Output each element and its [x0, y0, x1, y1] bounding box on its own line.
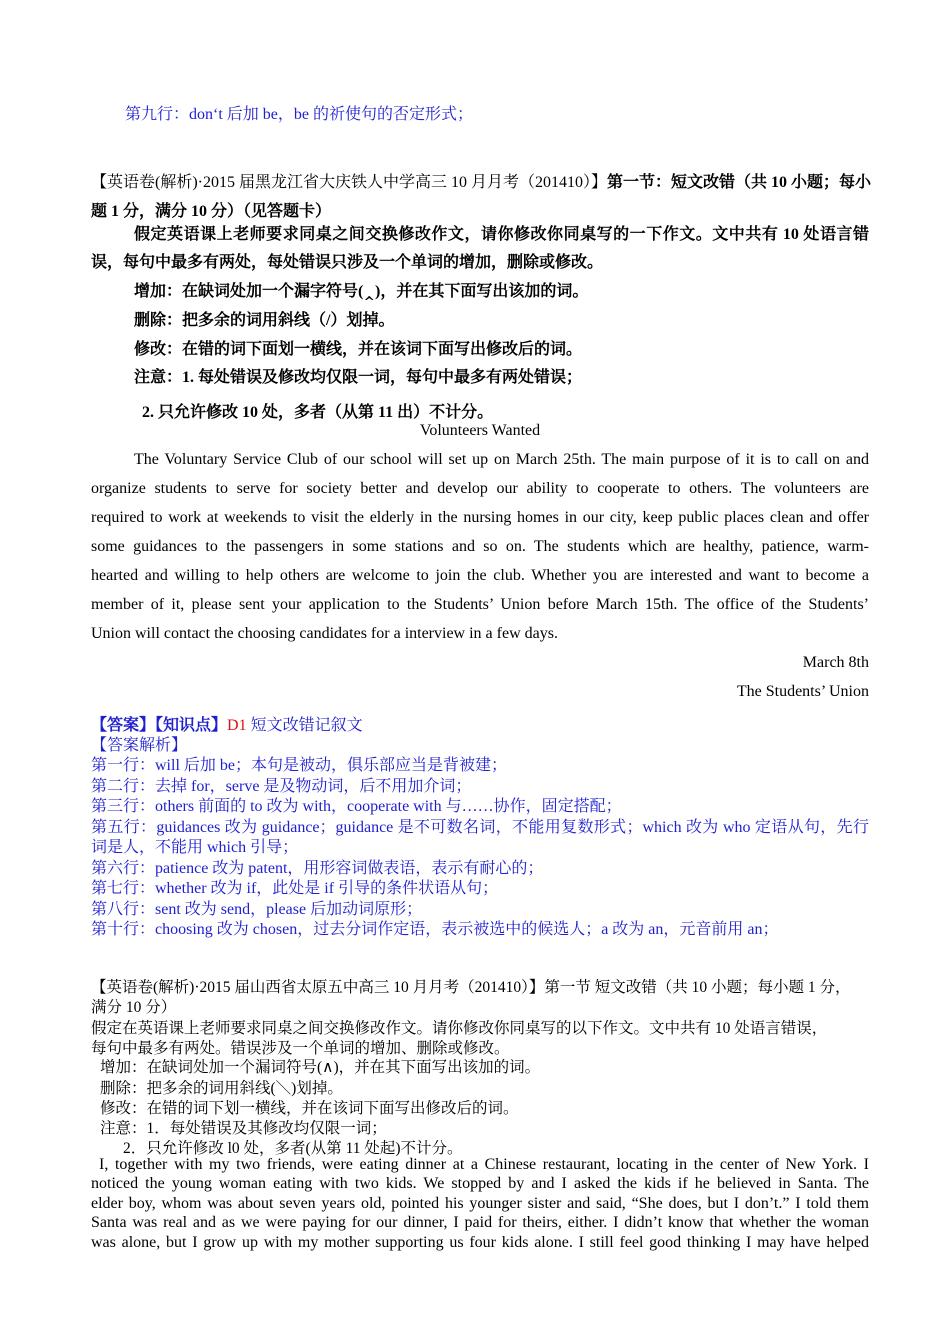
essay-signature: The Students’ Union	[736, 683, 869, 700]
q1-rule-add: 增加：在缺词处加一个漏字符号(‸)，并在其下面写出该加的词。	[134, 283, 589, 300]
essay-line: member of it, please sent your application to the Students’ Union before March 15th. The office of the Students’	[91, 596, 869, 613]
analysis-line: 词是人，不能用 which 引导；	[91, 839, 299, 856]
essay-line: some guidances to the passengers in some stations and so on. The students which are healthy, patience, warm-	[91, 538, 869, 555]
q2-essay-line: Santa was real and as we were paying for our dinner, I paid for theirs, either. I didn’t know that whether the woman	[91, 1214, 869, 1231]
q1-section: 第一节：短文改错（共 10 小题；每小	[607, 174, 872, 191]
q2-instruction: 假定在英语课上老师要求同桌之间交换修改作文。请你修改你同桌写的以下作文。文中共有 10 处语言错误，	[91, 1020, 828, 1037]
q1-instruction-cont: 误，每句中最多有两处，每处错误只涉及一个单词的增加，删除或修改。	[91, 254, 604, 271]
q1-header-cont: 题 1 分，满分 10 分）（见答题卡）	[91, 203, 332, 220]
q1-instruction: 假定英语课上老师要求同桌之间交换修改作文，请你修改你同桌写的一下作文。文中共有 10 处语言错	[134, 226, 869, 243]
analysis-label: 【答案解析】	[91, 737, 188, 754]
analysis-line: 第六行：patience 改为 patent，用形容词做表语，表示有耐心的；	[91, 860, 544, 877]
analysis-line: 第十行：choosing 改为 chosen，过去分词作定语，表示被选中的候选人；a 改为 an，元音前用 an；	[91, 921, 779, 938]
q2-essay-line: elder boy, whom was about seven years old, pointed his younger sister and said, “She does, but I don’t.” I told them	[91, 1195, 869, 1212]
q2-instruction-cont: 每句中最多有两处。错误涉及一个单词的增加、删除或修改。	[91, 1040, 510, 1057]
essay-line: The Voluntary Service Club of our school will set up on March 25th. The main purpose of it is to call on and	[134, 451, 869, 468]
q2-rule-modify: 修改：在错的词下划一横线，并在该词下面写出修改后的词。	[100, 1100, 519, 1117]
q2-note-2: 2．只允许修改 l0 处，多者(从第 11 处起)不计分。	[123, 1140, 463, 1157]
q2-note-1: 注意：1．每处错误及其修改均仅限一词；	[100, 1120, 387, 1137]
q1-source: 【英语卷(解析)·2015 届黑龙江省大庆铁人中学高三 10 月月考（201410）】	[91, 174, 607, 191]
analysis-line: 第一行：will 后加 be；本句是被动，俱乐部应当是背被建；	[91, 757, 507, 774]
knowledge-point-text: 短文改错记叙文	[246, 717, 363, 734]
q2-rule-delete: 删除：把多余的词用斜线(＼)划掉。	[100, 1080, 343, 1097]
q1-note-1: 注意：1. 每处错误及修改均仅限一词，每句中最多有两处错误；	[134, 369, 583, 386]
q2-header-cont: 满分 10 分）	[91, 999, 177, 1016]
analysis-line: 第八行：sent 改为 send，please 后加动词原形；	[91, 901, 423, 918]
answer-label: 【答案】	[91, 717, 156, 734]
q2-rule-add: 增加：在缺词处加一个漏词符号(∧)，并在其下面写出该加的词。	[100, 1059, 541, 1076]
analysis-line: 第五行：guidances 改为 guidance；guidance 是不可数名词，不能用复数形式；which 改为 who 定语从句，先行	[91, 819, 869, 836]
q1-rule-modify: 修改：在错的词下面划一横线，并在该词下面写出修改后的词。	[134, 341, 583, 358]
essay-line: Union will contact the choosing candidates for a interview in a few days.	[91, 625, 558, 642]
q1-note-2: 2. 只允许修改 10 处，多者（从第 11 出）不计分。	[142, 404, 494, 421]
q2-essay-line: was alone, but I grow up with my mother supporting us four kids alone. I still feel good thinking I may have helped	[91, 1234, 869, 1251]
essay-line: required to work at weekends to visit the elderly in the nursing homes in our city, keep public places clean and offer	[91, 509, 869, 526]
q1-header	[91, 169, 872, 192]
analysis-line: 第三行：others 前面的 to 改为 with，cooperate with 与……协作，固定搭配；	[91, 798, 622, 815]
essay-line: hearted and willing to help others are welcome to join the club. Whether you are interested and want to become a	[91, 567, 869, 584]
essay-line: organize students to serve for society better and develop our ability to cooperate to others. The volunteers are	[91, 480, 869, 497]
knowledge-point-code: D1	[227, 717, 247, 734]
knowledge-point-label: 【知识点】	[155, 717, 228, 734]
q2-header: 【英语卷(解析)·2015 届山西省太原五中高三 10 月月考（201410）】第一节 短文改错（共 10 小题；每小题 1 分，	[91, 979, 851, 996]
q1-rule-delete: 删除：把多余的词用斜线（/）划掉。	[134, 312, 395, 329]
analysis-line: 第七行：whether 改为 if，此处是 if 引导的条件状语从句；	[91, 880, 499, 897]
q2-essay-line: noticed the young woman eating with two kids. We stopped by and I asked the kids if he believed in Santa. The	[91, 1175, 869, 1192]
essay-date: March 8th	[802, 654, 869, 671]
essay-title: Volunteers Wanted	[419, 422, 541, 439]
analysis-line: 第二行：去掉 for，serve 是及物动词，后不用加介词；	[91, 778, 472, 795]
analysis-line-9: 第九行：don‘t 后加 be，be 的祈使句的否定形式；	[125, 106, 473, 123]
q2-essay-line: I, together with my two friends, were eating dinner at a Chinese restaurant, locating in the center of New York. I	[99, 1156, 869, 1173]
